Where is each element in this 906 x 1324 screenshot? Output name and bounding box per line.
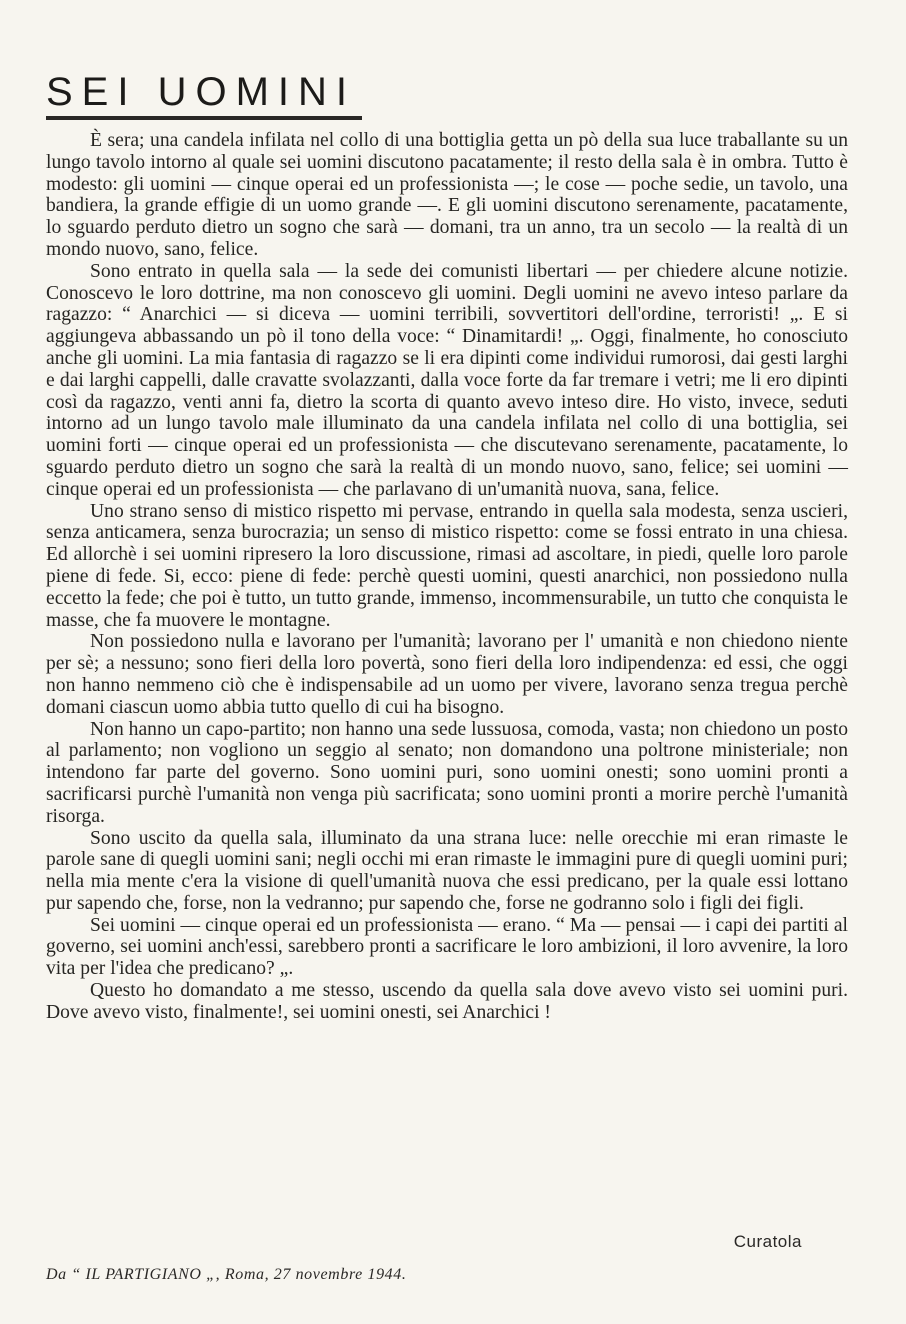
paragraph-6: Sono uscito da quella sala, illuminato da una strana luce: nelle orecchie mi eran rimaste le parole sane di quegli uomini sani; negli occhi mi eran rimaste le immagini pure di quegli uomini puri; nella mia mente c'era la visione di quell'umanità nuova che essi predicano, per la quale essi lottano pur sapendo che, forse, non la vedranno; pur sapendo che, forse ne godranno solo i figli dei figli. [46, 827, 848, 914]
paragraph-8: Questo ho domandato a me stesso, uscendo da quella sala dove avevo visto sei uomini puri. Dove avevo visto, finalmente!, sei uomini onesti, sei Anarchici ! [46, 980, 848, 1023]
article-body [46, 130, 848, 1024]
paragraph-2: Sono entrato in quella sala — la sede dei comunisti libertari — per chiedere alcune notizie. Conoscevo le loro dottrine, ma non conoscevo gli uomini. Degli uomini ne avevo inteso parlare da ragazzo: “ Anarchici — si diceva — uomini terribili, sovvertitori dell'ordine, terroristi! „. E si aggiungeva abbassando un pò il tono della voce: “ Dinamitardi! „. Oggi, finalmente, ho conosciuto anche gli uomini. La mia fantasia di ragazzo se li era dipinti come individui rumorosi, dai gesti larghi e dai larghi cappelli, dalle cravatte svolazzanti, dalla voce forte da far tremare i vetri; me li ero dipinti così da ragazzo, venti anni fa, dietro la scorta di quanto avevo inteso dire. Ho visto, invece, seduti intorno ad un lungo tavolo male illuminato da una candela infilata nel collo di una bottiglia, sei uomini forti — cinque operai ed un professionista — che discutevano serenamente, pacatamente, lo sguardo perduto dietro un sogno che sarà la realtà di un mondo nuovo, sano, felice; sei uomini — cinque operai ed un professionista — che parlavano di un'umanità nuova, sana, felice. [46, 260, 848, 500]
article-title: SEI UOMINI [46, 70, 357, 114]
source-citation: Da “ IL PARTIGIANO „, Roma, 27 novembre 1944. [46, 1266, 407, 1283]
paragraph-7: Sei uomini — cinque operai ed un professionista — erano. “ Ma — pensai — i capi dei partiti al governo, sei uomini anch'essi, sarebbero pronti a sacrificare le loro ambizioni, il loro avvenire, la loro vita per l'idea che predicano? „. [46, 914, 848, 980]
paragraph-4: Non possiedono nulla e lavorano per l'umanità; lavorano per l' umanità e non chiedono niente per sè; a nessuno; sono fieri della loro povertà, sono fieri della loro indipendenza: ed essi, che oggi non hanno nemmeno ciò che è indispensabile ad un uomo per vivere, lavorano senza tregua perchè domani ciascun uomo abbia tutto quello di cui ha bisogno. [46, 631, 848, 718]
paragraph-3: Uno strano senso di mistico rispetto mi pervase, entrando in quella sala modesta, senza uscieri, senza anticamera, senza burocrazia; un senso di mistico rispetto: come se fossi entrato in una chiesa. Ed allorchè i sei uomini ripresero la loro discussione, rimasi ad ascoltare, in piedi, quelle loro parole piene di fede. Si, ecco: piene di fede: perchè questi uomini, questi anarchici, non possiedono nulla eccetto la fede; che poi è tutto, un tutto grande, immenso, incommensurabile, un tutto che conquista le masse, che fa muovere le montagne. [46, 500, 848, 631]
paragraph-1: È sera; una candela infilata nel collo di una bottiglia getta un pò della sua luce traballante su un lungo tavolo intorno al quale sei uomini discutono pacatamente; il resto della sala è in ombra. Tutto è modesto: gli uomini — cinque operai ed un professionista —; le cose — poche sedie, un tavolo, una bandiera, la grande effigie di un uomo grande —. E gli uomini discutono serenamente, pacatamente, lo sguardo perduto dietro un sogno che sarà — domani, tra un anno, tra un secolo — la realtà di un mondo nuovo, sano, felice. [46, 130, 848, 260]
paragraph-5: Non hanno un capo-partito; non hanno una sede lussuosa, comoda, vasta; non chiedono un posto al parlamento; non vogliono un seggio al senato; non domandono una poltrone ministeriale; non intendono far parte del governo. Sono uomini puri, sono uomini onesti; sono uomini pronti a sacrificarsi purchè l'umanità non venga più sacrificata; sono uomini pronti a morire perchè l'umanità risorga. [46, 718, 848, 827]
author-signature: Curatola [733, 1232, 802, 1251]
title-underline [46, 116, 362, 120]
